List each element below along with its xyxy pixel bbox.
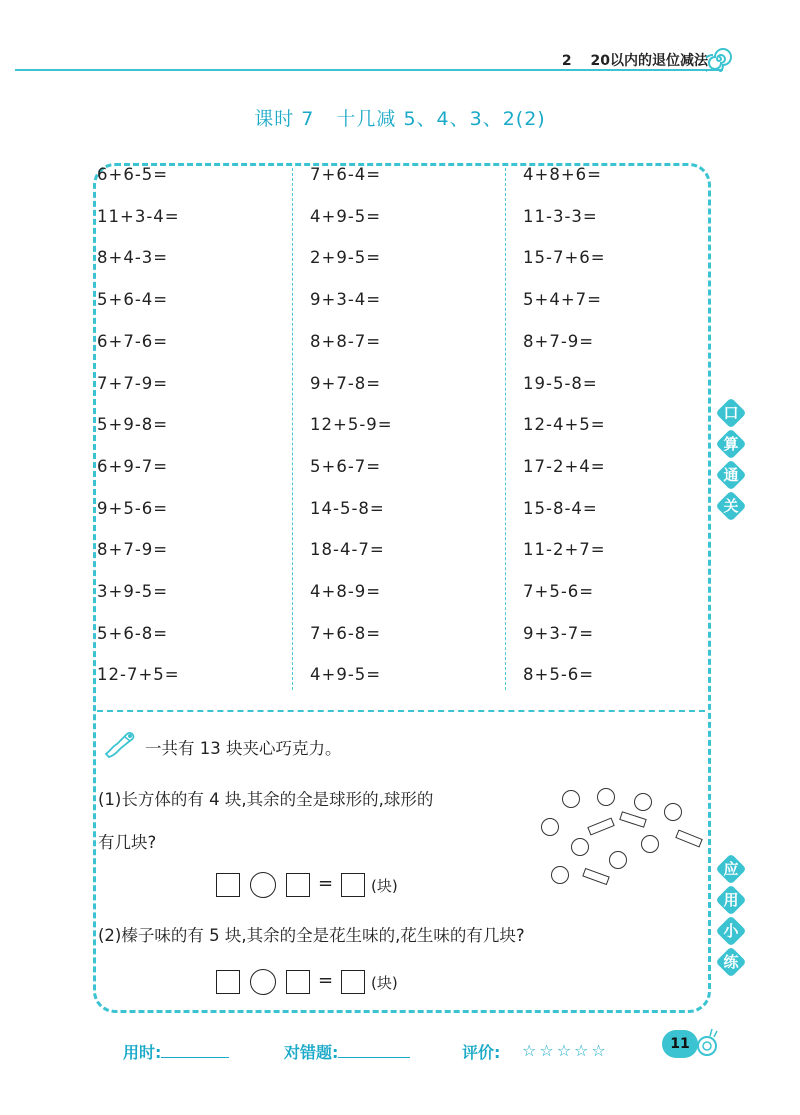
unit-label: (块) [371, 974, 398, 992]
round-chocolate [551, 866, 569, 884]
equals-sign: = [318, 970, 334, 991]
exercise-item: 7+7-9= [97, 374, 169, 393]
correct-label: 对错题: [284, 1043, 339, 1062]
exercise-item: 12+5-9= [310, 415, 393, 434]
rating-label: 评价: [462, 1043, 501, 1062]
result-box[interactable] [341, 970, 365, 994]
question-1-line-1: (1)长方体的有 4 块,其余的全是球形的,球形的 [98, 790, 434, 809]
exercise-item: 7+5-6= [523, 582, 595, 601]
answer-box[interactable] [216, 970, 240, 994]
question-1-line-2: 有几块? [98, 833, 157, 852]
lesson-title [0, 104, 800, 131]
header-rule [15, 69, 723, 71]
exercise-frame [93, 163, 711, 1013]
exercise-item: 9+7-8= [310, 374, 382, 393]
round-chocolate [609, 851, 627, 869]
exercise-item: 9+5-6= [97, 499, 169, 518]
exercise-item: 8+5-6= [523, 665, 595, 684]
exercise-item: 2+9-5= [310, 248, 382, 267]
exercise-item: 9+3-7= [523, 624, 595, 643]
exercise-item: 15-7+6= [523, 248, 606, 267]
exercise-item: 11-3-3= [523, 207, 598, 226]
exercise-item: 5+6-7= [310, 457, 382, 476]
exercise-item: 4+9-5= [310, 207, 382, 226]
exercise-item: 6+7-6= [97, 332, 169, 351]
answer-box[interactable] [286, 970, 310, 994]
round-chocolate [571, 838, 589, 856]
exercise-item: 9+3-4= [310, 290, 382, 309]
exercise-item: 5+4+7= [523, 290, 602, 309]
side-tab-label: 关 [723, 497, 739, 515]
operator-circle[interactable] [250, 872, 276, 898]
operator-circle[interactable] [250, 969, 276, 995]
exercise-item: 4+8-9= [310, 582, 382, 601]
chapter-title: 20以内的退位减法 [590, 53, 708, 69]
exercise-item: 17-2+4= [523, 457, 606, 476]
round-chocolate [641, 835, 659, 853]
time-field[interactable] [123, 1040, 229, 1063]
snail-icon [694, 1026, 720, 1058]
exercise-item: 8+7-9= [523, 332, 595, 351]
round-chocolate [541, 818, 559, 836]
exercise-item: 7+6-4= [310, 165, 382, 184]
exercise-item: 7+6-8= [310, 624, 382, 643]
round-chocolate [597, 788, 615, 806]
side-tab-label: 通 [723, 466, 739, 484]
exercise-item: 4+9-5= [310, 665, 382, 684]
exercise-item: 19-5-8= [523, 374, 598, 393]
equals-sign: = [318, 873, 334, 894]
exercise-item: 18-4-7= [310, 540, 385, 559]
exercise-item: 8+4-3= [97, 248, 169, 267]
chapter-number: 2 [561, 53, 572, 69]
round-chocolate [562, 790, 580, 808]
round-chocolate [634, 793, 652, 811]
lesson-label: 课时 7 [254, 108, 315, 130]
lesson-topic: 十几减 5、4、3、2(2) [336, 108, 546, 130]
chapter-heading [558, 50, 708, 70]
exercise-item: 8+8-7= [310, 332, 382, 351]
side-tab-label: 应 [723, 860, 739, 878]
exercise-item: 15-8-4= [523, 499, 598, 518]
side-tab-label: 算 [723, 435, 739, 453]
side-tab-label: 用 [723, 891, 739, 909]
rating-stars[interactable]: ☆☆☆☆☆ [522, 1041, 609, 1060]
exercise-item: 5+9-8= [97, 415, 169, 434]
exercise-item: 6+6-5= [97, 165, 169, 184]
pencil-hand-icon [103, 728, 137, 760]
problem-intro: 一共有 13 块夹心巧克力。 [145, 739, 342, 758]
column-divider [292, 168, 293, 690]
question-2: (2)榛子味的有 5 块,其余的全是花生味的,花生味的有几块? [98, 926, 525, 945]
page-number: 11 [662, 1030, 698, 1058]
answer-box[interactable] [286, 873, 310, 897]
exercise-item: 11-2+7= [523, 540, 606, 559]
exercise-item: 11+3-4= [97, 207, 180, 226]
side-tab-label: 小 [723, 922, 739, 940]
exercise-item: 4+8+6= [523, 165, 602, 184]
correct-blank[interactable] [338, 1041, 410, 1058]
correct-field[interactable] [284, 1040, 410, 1063]
section-divider [97, 710, 705, 712]
round-chocolate [664, 803, 682, 821]
exercise-item: 12-7+5= [97, 665, 180, 684]
column-divider [505, 168, 506, 690]
unit-label: (块) [371, 877, 398, 895]
exercise-item: 5+6-4= [97, 290, 169, 309]
side-tab-label: 练 [723, 953, 739, 971]
exercise-item: 5+6-8= [97, 624, 169, 643]
time-label: 用时: [123, 1043, 162, 1062]
side-tab-label: 口 [723, 404, 739, 422]
time-blank[interactable] [161, 1041, 229, 1058]
answer-box[interactable] [216, 873, 240, 897]
exercise-item: 3+9-5= [97, 582, 169, 601]
exercise-item: 14-5-8= [310, 499, 385, 518]
exercise-item: 12-4+5= [523, 415, 606, 434]
result-box[interactable] [341, 873, 365, 897]
exercise-item: 6+9-7= [97, 457, 169, 476]
exercise-item: 8+7-9= [97, 540, 169, 559]
